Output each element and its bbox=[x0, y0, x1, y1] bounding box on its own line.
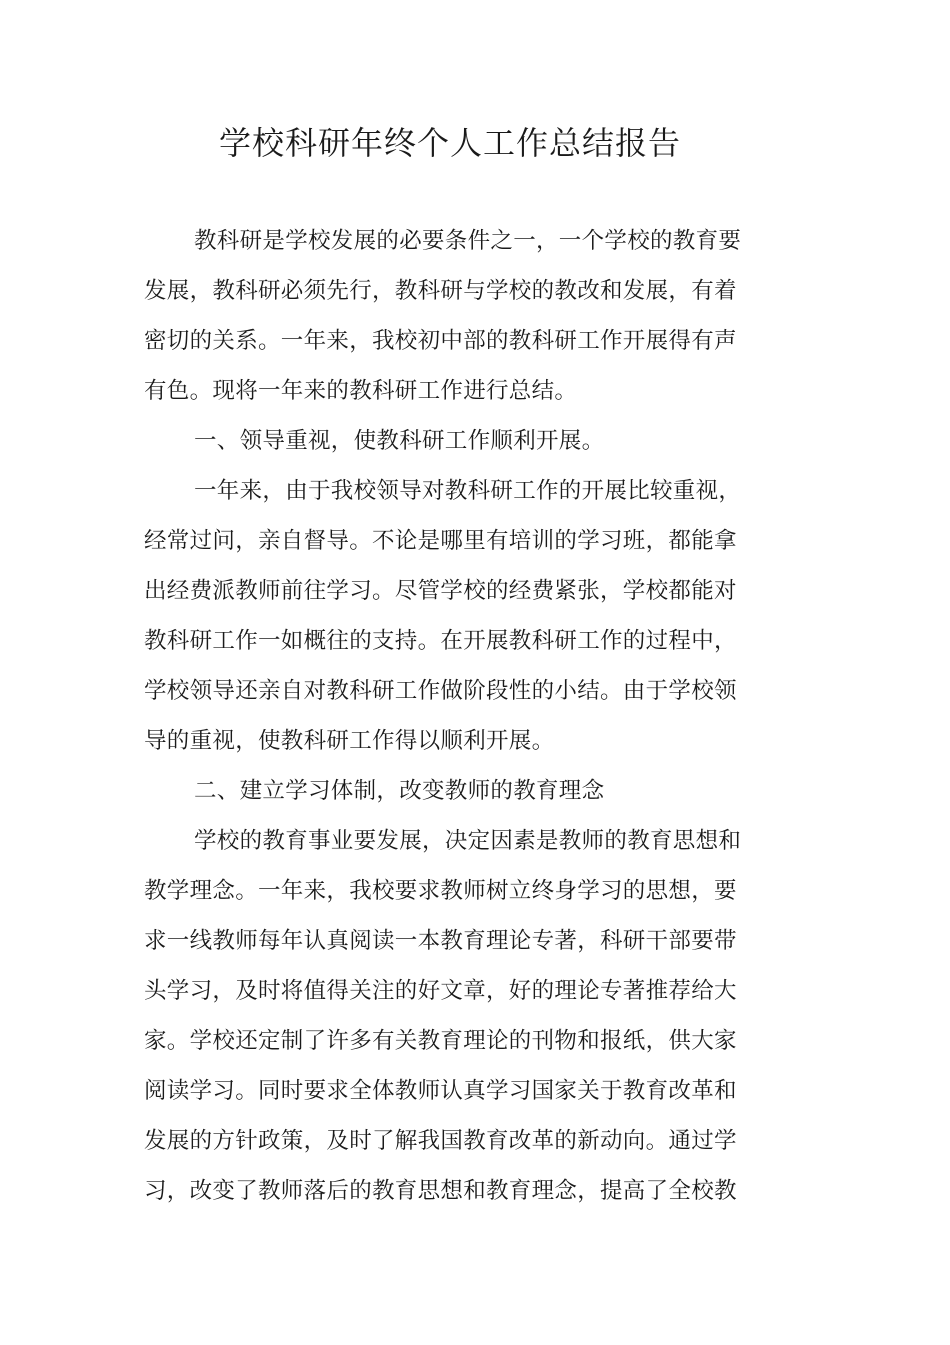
text-line: 发展，教科研必须先行，教科研与学校的教改和发展，有着 bbox=[144, 278, 737, 304]
text-line: 导的重视，使教科研工作得以顺利开展。 bbox=[144, 728, 555, 754]
text-line: 一年来，由于我校领导对教科研工作的开展比较重视， bbox=[194, 478, 742, 504]
document-body bbox=[144, 216, 744, 1216]
text-line: 求一线教师每年认真阅读一本教育理论专著，科研干部要带 bbox=[144, 928, 737, 954]
text-line: 教科研工作一如概往的支持。在开展教科研工作的过程中， bbox=[144, 628, 737, 654]
text-line: 发展的方针政策，及时了解我国教育改革的新动向。通过学 bbox=[144, 1128, 737, 1154]
document-title: 学校科研年终个人工作总结报告 bbox=[218, 124, 681, 162]
text-line: 家。学校还定制了许多有关教育理论的刊物和报纸，供大家 bbox=[144, 1028, 737, 1054]
text-line: 教科研是学校发展的必要条件之一，一个学校的教育要 bbox=[194, 228, 742, 254]
text-line: 头学习，及时将值得关注的好文章，好的理论专著推荐给大 bbox=[144, 978, 737, 1004]
text-line: 有色。现将一年来的教科研工作进行总结。 bbox=[144, 378, 578, 404]
text-line: 学校的教育事业要发展，决定因素是教师的教育思想和 bbox=[194, 828, 742, 854]
text-line: 学校领导还亲自对教科研工作做阶段性的小结。由于学校领 bbox=[144, 678, 737, 704]
text-line: 教学理念。一年来，我校要求教师树立终身学习的思想，要 bbox=[144, 878, 737, 904]
text-line: 一、领导重视，使教科研工作顺利开展。 bbox=[194, 428, 605, 454]
text-line: 出经费派教师前往学习。尽管学校的经费紧张，学校都能对 bbox=[144, 578, 737, 604]
text-line: 经常过问，亲自督导。不论是哪里有培训的学习班，都能拿 bbox=[144, 528, 737, 554]
text-line: 习，改变了教师落后的教育思想和教育理念，提高了全校教 bbox=[144, 1178, 737, 1204]
text-line: 阅读学习。同时要求全体教师认真学习国家关于教育改革和 bbox=[144, 1078, 737, 1104]
text-line: 密切的关系。一年来，我校初中部的教科研工作开展得有声 bbox=[144, 328, 737, 354]
text-line: 二、建立学习体制，改变教师的教育理念 bbox=[194, 778, 605, 804]
